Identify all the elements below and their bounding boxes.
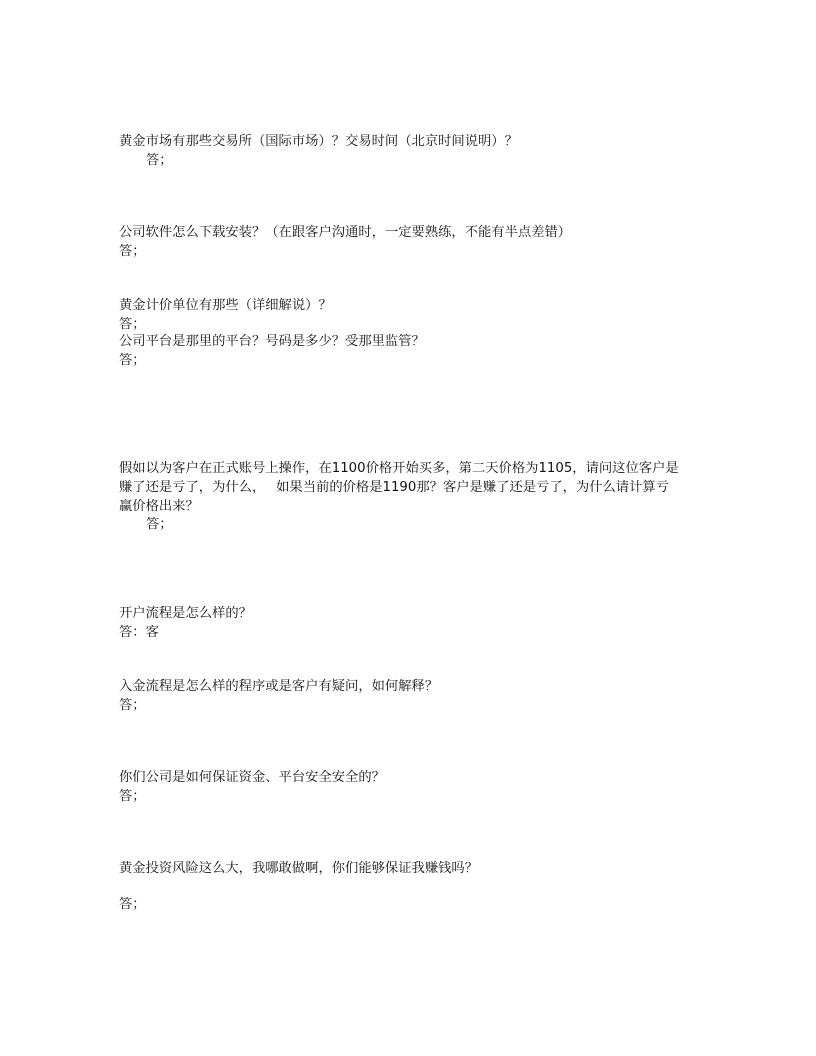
answer-5: 答； xyxy=(146,517,173,532)
question-5-line-3: 赢价格出来？ xyxy=(119,499,199,514)
question-9: 黄金投资风险这么大，我哪敢做啊，你们能够保证我赚钱吗？ xyxy=(119,861,479,876)
question-2: 公司软件怎么下载安装？（在跟客户沟通时，一定要熟练，不能有半点差错） xyxy=(119,225,572,240)
question-1: 黄金市场有那些交易所（国际市场）？交易时间（北京时间说明）？ xyxy=(119,134,518,149)
question-7: 入金流程是怎么样的程序或是客户有疑问，如何解释？ xyxy=(119,679,439,694)
answer-3: 答； xyxy=(119,317,146,332)
question-3: 黄金计价单位有那些（详细解说）？ xyxy=(119,298,332,313)
question-5-line-1: 假如以为客户在正式账号上操作，在1100价格开始买多，第二天价格为1105，请问这位客户是 xyxy=(119,461,679,476)
answer-7: 答； xyxy=(119,698,146,713)
question-6: 开户流程是怎么样的？ xyxy=(119,606,252,621)
answer-1: 答； xyxy=(146,153,173,168)
answer-8: 答； xyxy=(119,789,146,804)
question-4: 公司平台是那里的平台？号码是多少？受那里监管？ xyxy=(119,334,425,349)
answer-2: 答； xyxy=(119,244,146,259)
answer-4: 答； xyxy=(119,353,146,368)
answer-9: 答； xyxy=(119,897,146,912)
answer-6: 答：客 xyxy=(119,625,159,640)
question-8: 你们公司是如何保证资金、平台安全安全的？ xyxy=(119,770,385,785)
question-5-line-2: 赚了还是亏了，为什么， 如果当前的价格是1190那？客户是赚了还是亏了，为什么请计算亏 xyxy=(119,480,669,495)
